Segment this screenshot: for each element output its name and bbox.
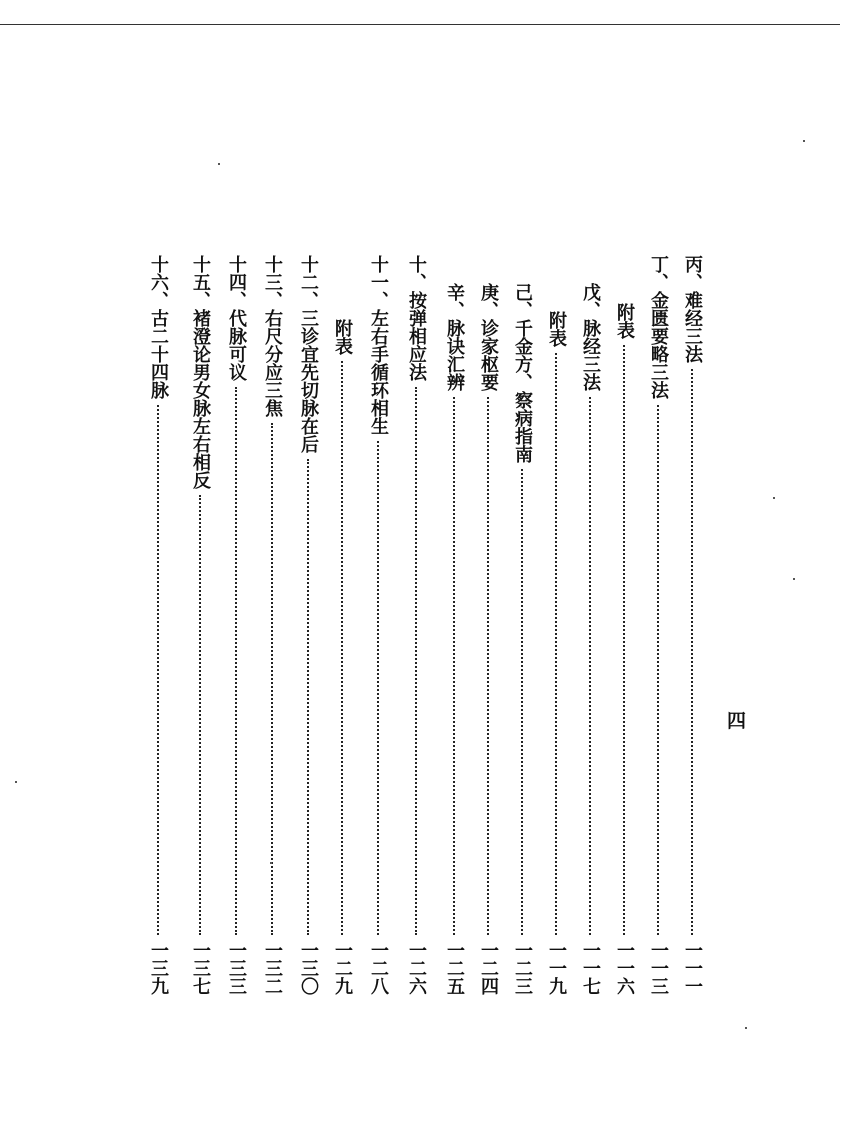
toc-entry-label: 十四、: [226, 255, 247, 309]
dot-leader: [623, 345, 625, 935]
dot-leader: [691, 369, 693, 935]
toc-entry-title: 诊家枢要: [478, 319, 499, 391]
toc-entry: [224, 255, 248, 995]
toc-entry-title: 三诊宜先切脉在后: [298, 309, 319, 453]
toc-entry-page: 一一一: [682, 941, 703, 995]
toc-entry: [646, 255, 670, 995]
page-number: 四: [727, 710, 747, 732]
toc-entry-page: 一二三: [512, 941, 533, 995]
toc-entry-label: 丁、: [648, 255, 669, 291]
toc-entry-title: 古二十四脉: [148, 309, 169, 399]
toc-entry-page: 一二四: [478, 941, 499, 995]
scan-speck: [15, 781, 17, 783]
dot-leader: [415, 387, 417, 935]
dot-leader: [453, 397, 455, 935]
toc-entry-label: 辛、: [444, 283, 465, 319]
toc-entry-label: 己、: [512, 283, 533, 319]
toc-entry-page: 一一六: [614, 941, 635, 995]
toc-entry-page: 一三七: [190, 941, 211, 995]
toc-entry-label: 十五、: [190, 255, 211, 309]
dot-leader: [199, 495, 201, 935]
dot-leader: [487, 397, 489, 935]
toc-entry: [404, 255, 428, 995]
toc-entry-title: 按弹相应法: [406, 291, 427, 381]
dot-leader: [157, 405, 159, 935]
dot-leader: [589, 397, 591, 935]
toc-entry-label: 十三、: [262, 255, 283, 309]
toc-entry-page: 一一三: [648, 941, 669, 995]
toc-entry-page: 一二九: [332, 941, 353, 995]
toc-entry: [544, 255, 568, 995]
toc-entry-page: 一一七: [580, 941, 601, 995]
toc-entry: [510, 255, 534, 995]
toc-entry: [296, 255, 320, 995]
toc-entry-label: 十六、: [148, 255, 169, 309]
toc-entry-label: 十、: [406, 255, 427, 291]
toc-entry-label: 十二、: [298, 255, 319, 309]
toc-entry-title: 褚澄论男女脉左右相反: [190, 309, 211, 489]
toc-entry-title: 脉经三法: [580, 319, 601, 391]
toc-entry-page: 一三九: [148, 941, 169, 995]
toc-entry-label: 丙、: [682, 255, 703, 291]
dot-leader: [657, 405, 659, 935]
scan-speck: [773, 497, 775, 499]
toc-entry-title: 右尺分应三焦: [262, 309, 283, 417]
toc-entry-title: 代脉可议: [226, 309, 247, 381]
scan-speck: [745, 1027, 747, 1029]
dot-leader: [341, 361, 343, 935]
toc-entry: [188, 255, 212, 995]
toc-entry-label: 庚、: [478, 283, 499, 319]
scan-speck: [218, 163, 220, 165]
scan-speck: [793, 578, 795, 580]
toc-entry-title: 附表: [332, 319, 353, 355]
toc-entry: [680, 255, 704, 995]
toc-entry-label: 十一、: [368, 255, 389, 309]
toc-entry-title: 千金方、察病指南: [512, 319, 533, 463]
toc-entry-title: 附表: [546, 311, 567, 347]
toc-entry-title: 附表: [614, 303, 635, 339]
scan-speck: [270, 862, 272, 864]
dot-leader: [307, 459, 309, 935]
toc-entry-title: 难经三法: [682, 291, 703, 363]
toc-entry-page: 一二八: [368, 941, 389, 995]
toc-entry: [146, 255, 170, 995]
toc-entry-page: 一三二: [262, 941, 283, 995]
dot-leader: [235, 387, 237, 935]
dot-leader: [377, 441, 379, 935]
toc-entry-page: 一三三: [226, 941, 247, 995]
dot-leader: [555, 353, 557, 935]
toc-entry-page: 一二五: [444, 941, 465, 995]
toc-entry: [330, 255, 354, 995]
toc-entry-page: 一三〇: [298, 941, 319, 995]
dot-leader: [271, 423, 273, 935]
scan-speck: [803, 140, 805, 142]
toc-entry: [578, 255, 602, 995]
toc-entry: [442, 255, 466, 995]
toc-entry-page: 一一九: [546, 941, 567, 995]
toc-entry-title: 脉诀汇辨: [444, 319, 465, 391]
toc-entry-title: 金匮要略三法: [648, 291, 669, 399]
toc-entry-label: 戊、: [580, 283, 601, 319]
toc-entry: [260, 255, 284, 995]
toc-entry: [476, 255, 500, 995]
dot-leader: [521, 469, 523, 935]
toc-entry-page: 一二六: [406, 941, 427, 995]
toc-entry: [366, 255, 390, 995]
toc-entry: [612, 255, 636, 995]
toc-entry-title: 左右手循环相生: [368, 309, 389, 435]
